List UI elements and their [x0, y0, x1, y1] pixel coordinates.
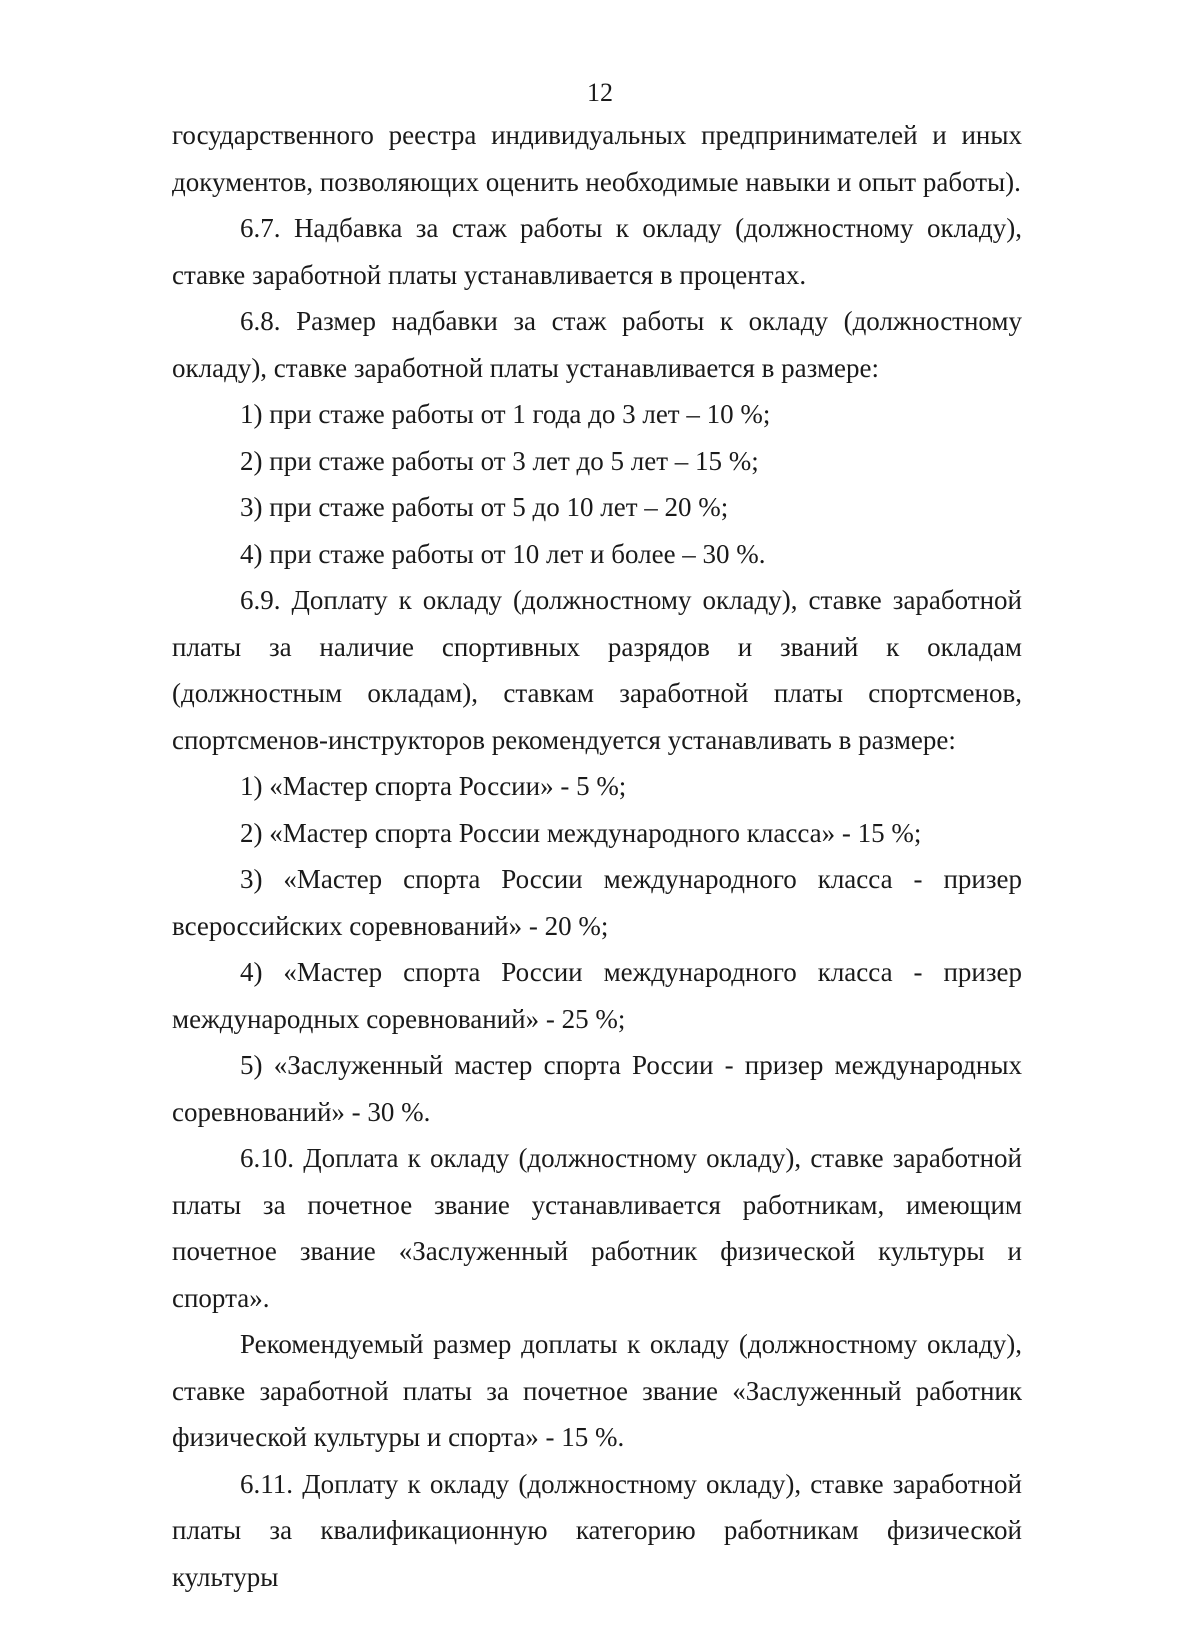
document-body — [172, 112, 1022, 1600]
paragraph-continuation: государственного реестра индивидуальных предпринимателей и иных документов, позволяющих оценить необходимые навыки и опыт работы). — [172, 120, 1022, 197]
paragraph-6-10: 6.10. Доплата к окладу (должностному окладу), ставке заработной платы за почетное звание устанавливается работникам, имеющим почетное звание «Заслуженный работник физической культуры и спорта». — [172, 1143, 1022, 1313]
paragraph-6-7: 6.7. Надбавка за стаж работы к окладу (должностному окладу), ставке заработной платы устанавливается в процентах. — [172, 213, 1022, 290]
page-number: 12 — [587, 78, 613, 107]
list-item: 1) при стаже работы от 1 года до 3 лет – 10 %; — [240, 399, 771, 429]
list-item: 5) «Заслуженный мастер спорта России - призер международных соревнований» - 30 %. — [172, 1050, 1022, 1127]
paragraph-recommended-amount: Рекомендуемый размер доплаты к окладу (должностному окладу), ставке заработной платы за почетное звание «Заслуженный работник физической культуры и спорта» - 15 %. — [172, 1329, 1022, 1452]
list-item: 4) «Мастер спорта России международного класса - призер международных соревнований» - 25 %; — [172, 957, 1022, 1034]
paragraph-6-8: 6.8. Размер надбавки за стаж работы к окладу (должностному окладу), ставке заработной платы устанавливается в размере: — [172, 306, 1022, 383]
list-item: 2) «Мастер спорта России международного класса» - 15 %; — [240, 817, 922, 848]
paragraph-6-11: 6.11. Доплату к окладу (должностному окладу), ставке заработной платы за квалификационную категорию работникам физической культуры — [172, 1468, 1022, 1592]
list-item: 3) «Мастер спорта России международного класса - призер всероссийских соревнований» - 20 %; — [172, 864, 1022, 941]
list-item: 2) при стаже работы от 3 лет до 5 лет – 15 %; — [240, 445, 759, 476]
paragraph-6-9: 6.9. Доплату к окладу (должностному окладу), ставке заработной платы за наличие спортивных разрядов и званий к окладам (должностным окладам), ставкам заработной платы спортсменов, спортсменов-инструкторов рекомендуется устанавливать в размере: — [172, 585, 1022, 755]
list-item: 1) «Мастер спорта России» - 5 %; — [240, 771, 627, 801]
list-item: 4) при стаже работы от 10 лет и более – 30 %. — [240, 538, 766, 569]
list-item: 3) при стаже работы от 5 до 10 лет – 20 %; — [240, 492, 729, 522]
